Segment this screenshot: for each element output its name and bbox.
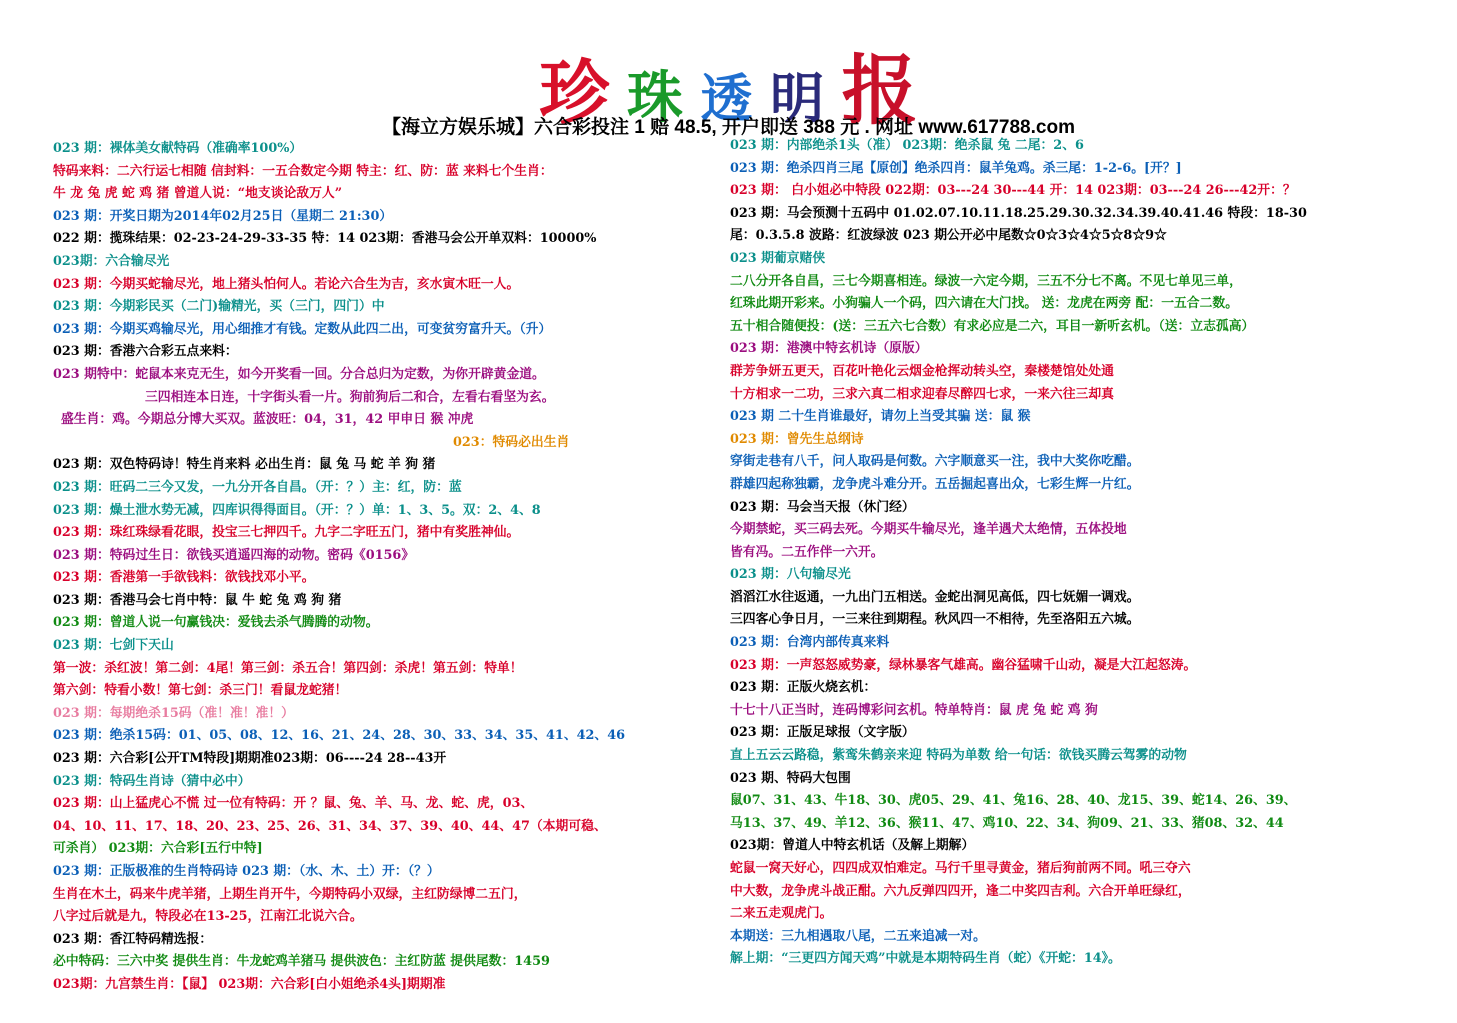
- right-column-line: 023 期：马会当天报（休门经）: [730, 499, 915, 515]
- left-column-line: 023 期：香港六合彩五点来料：: [53, 344, 238, 360]
- left-column-line: 生肖在木土，码来牛虎羊猪，上期生肖开牛，今期特码小双绿，主红防绿博二五门，: [53, 886, 527, 902]
- right-column-line: 解上期：“三更四方闻天鸡”中就是本期特码生肖（蛇）《开蛇：14》。: [730, 951, 1121, 967]
- left-column-line: 第六剑：特看小数！第七剑：杀三门！看鼠龙蛇猪！: [53, 683, 348, 699]
- right-column-line: 本期送：三九相遇取八尾，二五来追减一对。: [730, 928, 986, 944]
- right-column-line: 023 期：曾先生总纲诗: [730, 431, 864, 447]
- right-column: [730, 135, 1430, 971]
- left-column-line: 023 期：正版极准的生肖特码诗 023 期：（水、木、土）开：（？）: [53, 864, 440, 879]
- left-column-line: 023期：六合输尽光: [53, 253, 170, 269]
- left-column-line: 023 期：今期买蛇输尽光，地上猪头怕何人。若论六合生为吉，亥水寅木旺一人。: [53, 276, 520, 292]
- right-column-line: 五十相合随便投：(送：三五六七合数）有求必应是二六，耳目一新听玄机。（送：立志孤高）: [730, 318, 1255, 334]
- right-column-line: 群雄四起称独霸，龙争虎斗难分开。五岳掘起喜出众，七彩生辉一片红。: [730, 476, 1140, 492]
- left-column-line: 023：特码必出生肖: [453, 434, 570, 450]
- left-column-line: 可杀肖） 023期：六合彩[五行中特]: [53, 841, 263, 857]
- right-column-line: 三四客心争日月，一三来往到期程。秋风四一不相待，先至洛阳五六城。: [730, 612, 1140, 628]
- left-column-line: 023 期：旺码二三今又发，一九分开各自昌。（开：？）主：红，防：蓝: [53, 479, 462, 495]
- right-column-line: 二来五走观虎门。: [730, 906, 833, 922]
- left-column-line: 023期：九宫禁生肖：【鼠】 023期：六合彩[白小姐绝杀4头]期期准: [53, 976, 446, 992]
- right-column-line: 二八分开各自昌，三七今期喜相连。绿波一六定今期，三五不分七不离。不见七单见三单，: [730, 273, 1242, 289]
- left-column-line: 023 期：特码生肖诗（猜中必中）: [53, 773, 251, 789]
- right-column-line: 023 期葡京赌侠: [730, 250, 826, 266]
- right-column-line: 023 期：绝杀四肖三尾【原创】绝杀四肖：鼠羊兔鸡。杀三尾：1-2-6。[开？]: [730, 160, 1182, 176]
- left-column-line: 023 期：今期买鸡输尽光，用心细推才有钱。定数从此四二出，可变贫穷富升天。（升）: [53, 321, 552, 337]
- right-column-line: 今期禁蛇，买三码去死。今期买牛输尽光，逢羊遇犬太绝情，五体投地: [730, 522, 1127, 538]
- left-column-line: 牛 龙 兔 虎 蛇 鸡 猪 曾道人说：“地支谈论敌万人”: [53, 186, 343, 202]
- left-column-line: 023 期：曾道人说一句赢钱决：爱钱去杀气腾腾的动物。: [53, 615, 379, 631]
- right-column-line: 马13、37、49、羊12、36、猴11、47、鸡10、22、34、狗09、21、33、猪08、32、44: [730, 815, 1284, 831]
- left-column-line: 特码来料：二六行运七相随 信封料：一五合数定今期 特主：红、防：蓝 来料七个生肖：: [53, 163, 553, 179]
- right-column-line: 023 期：正版火烧玄机：: [730, 680, 877, 696]
- right-column-line: 023 期：正版足球报（文字版）: [730, 725, 915, 741]
- right-column-line: 尾：0.3.5.8 波路：红波绿波 023 期公开必中尾数☆0☆3☆4☆5☆8☆9☆: [730, 228, 1167, 244]
- left-column-line: 盛生肖：鸡。今期总分博大买双。蓝波旺：04，31，42 甲申日 猴 冲虎: [61, 412, 474, 428]
- right-column-line: 鼠07、31、43、牛18、30、虎05、29、41、兔16、28、40、龙15、39、蛇14、26、39、: [730, 793, 1297, 809]
- right-column-line: 023 期 二十生肖谁最好，请勿上当受其骗 送：鼠 猴: [730, 409, 1031, 425]
- right-column-line: 十七十八正当时，连码博彩问玄机。特单特肖：鼠 虎 兔 蛇 鸡 狗: [730, 702, 1098, 718]
- left-column-line: 023 期：香港马会七肖中特：鼠 牛 蛇 兔 鸡 狗 猪: [53, 592, 342, 608]
- title-char-3: 透: [700, 69, 753, 130]
- left-column-line: 023 期：特码过生日：欲钱买逍遥四海的动物。密码《0156》: [53, 547, 415, 563]
- left-column-line: 023 期：香江特码精选报：: [53, 931, 213, 947]
- right-column-line: 蛇鼠一窝天好心，四四成双怕难定。马行千里寻黄金，猪后狗前两不同。吼三夺六: [730, 861, 1191, 876]
- right-column-line: 皆有冯。二五作伴一六开。: [730, 544, 884, 560]
- left-column-line: 三四相连本日连，十字街头看一片。狗前狗后二和合，左看右看坚为玄。: [145, 389, 555, 405]
- right-column-line: 023 期：一声怒怒威势豪，绿林暴客气雄高。幽谷猛啸千山动，凝是大江起怒涛。: [730, 657, 1197, 673]
- left-column-line: 023 期特中：蛇鼠本来克无生，如今开奖看一回。分合总归为定数，为你开辟黄金道。: [53, 366, 545, 382]
- left-column-line: 023 期：双色特码诗！特生肖来料 必出生肖：鼠 兔 马 蛇 羊 狗 猪: [53, 457, 436, 473]
- left-column-line: 023 期：香港第一手欲钱料：欲钱找邓小平。: [53, 570, 315, 586]
- right-column-line: 023 期：台湾内部传真来料: [730, 635, 890, 651]
- left-column-line: 022 期：揽珠结果：02-23-24-29-33-35 特：14 023期：香港马会公开单双料：10000%: [53, 231, 597, 247]
- title-char-5: 报: [841, 46, 918, 135]
- left-column-line: 023 期：燥土泄水势无减，四库识得得面目。（开：？）单：1、3、5。双：2、4、8: [53, 502, 541, 518]
- right-column-line: 023 期： 白小姐必中特段 022期：03---24 30---44 开：14 023期：03---24 26---42开：？: [730, 183, 1296, 199]
- right-column-line: 群芳争妍五更天，百花叶艳化云烟金枪挥动转头空，秦楼楚馆处处通: [730, 363, 1114, 379]
- right-column-line: 023 期：八句输尽光: [730, 567, 851, 583]
- right-column-line: 023 期：马会预测十五码中 01.02.07.10.11.18.25.29.30.32.34.39.40.41.46 特段：18-30: [730, 205, 1307, 221]
- subtitle-banner: 【海立方娱乐城】六合彩投注 1 赔 48.5, 开户即送 388 元 . 网址 www.617788.com: [382, 117, 1075, 138]
- left-column-line: 023 期：今期彩民买（二门)输精光，买（三门，四门）中: [53, 299, 385, 315]
- left-column: [53, 138, 693, 997]
- left-column-line: 04、10、11、17、18、20、23、25、26、31、34、37、39、40、44、47（本期可稳、: [53, 818, 607, 834]
- left-column-line: 023 期：六合彩[公开TM特段]期期准023期：06----24 28--43开: [53, 751, 447, 767]
- right-column-line: 023 期：内部绝杀1头（准） 023期：绝杀鼠 兔 二尾：2、6: [730, 138, 1084, 153]
- left-column-line: 第一波：杀红波！第二剑：4尾！第三剑：杀五合！第四剑：杀虎！第五剑：特单！: [53, 660, 523, 676]
- left-column-line: 023 期：每期绝杀15码（准！准！准！）: [53, 705, 294, 721]
- left-column-line: 023 期：七剑下天山: [53, 638, 174, 654]
- title-char-2: 珠: [626, 65, 683, 131]
- right-column-line: 023期：曾道人中特玄机话（及解上期解）: [730, 838, 975, 854]
- left-column-line: 023 期：山上猛虎心不慌 过一位有特码：开 ？鼠、兔、羊、马、龙、蛇、虎，03、: [53, 796, 534, 812]
- left-column-line: 八字过后就是九，特段必在13-25，江南江北说六合。: [53, 909, 363, 925]
- right-column-line: 红珠此期开彩来。小狗骗人一个码，四六请在大门找。 送：龙虎在两旁 配：一五合二数。: [730, 296, 1238, 312]
- title-char-1: 珍: [539, 51, 610, 134]
- right-column-line: 滔滔江水往返通，一九出门五相送。金蛇出洞见高低，四七妩媚一调戏。: [730, 589, 1140, 605]
- left-column-line: 必中特码：三六中奖 提供生肖：牛龙蛇鸡羊猪马 提供波色：主红防蓝 提供尾数：1459: [53, 954, 550, 970]
- right-column-line: 023 期：港澳中特玄机诗（原版）: [730, 341, 928, 357]
- left-column-line: 023 期：裸体美女献特码（准确率100%）: [53, 141, 303, 156]
- right-column-line: 中大数，龙争虎斗战正酣。六九反弹四四开，逢二中奖四吉利。六合开单旺绿红，: [730, 883, 1191, 899]
- title-char-4: 明: [770, 66, 825, 130]
- left-column-line: 023 期：珠红珠绿看花眼，投宝三七押四千。九字二字旺五门，猪中有奖胜神仙。: [53, 525, 520, 541]
- left-column-line: 023 期：绝杀15码：01、05、08、12、16、21、24、28、30、33、34、35、41、42、46: [53, 728, 626, 744]
- left-column-line: 023 期：开奖日期为2014年02月25日（星期二 21:30）: [53, 208, 393, 224]
- right-column-line: 穿街走巷有八千，问人取码是何数。六字顺意买一注，我中大奖你吃醋。: [730, 454, 1140, 470]
- right-column-line: 十方相求一二功，三求六真二相求迎春尽醉四七求，一来六往三却真: [730, 386, 1114, 402]
- right-column-line: 直上五云云路稳，紫鸾朱鹤亲来迎 特码为单数 给一句话：欲钱买腾云驾雾的动物: [730, 748, 1187, 764]
- right-column-line: 023 期、特码大包围: [730, 770, 851, 786]
